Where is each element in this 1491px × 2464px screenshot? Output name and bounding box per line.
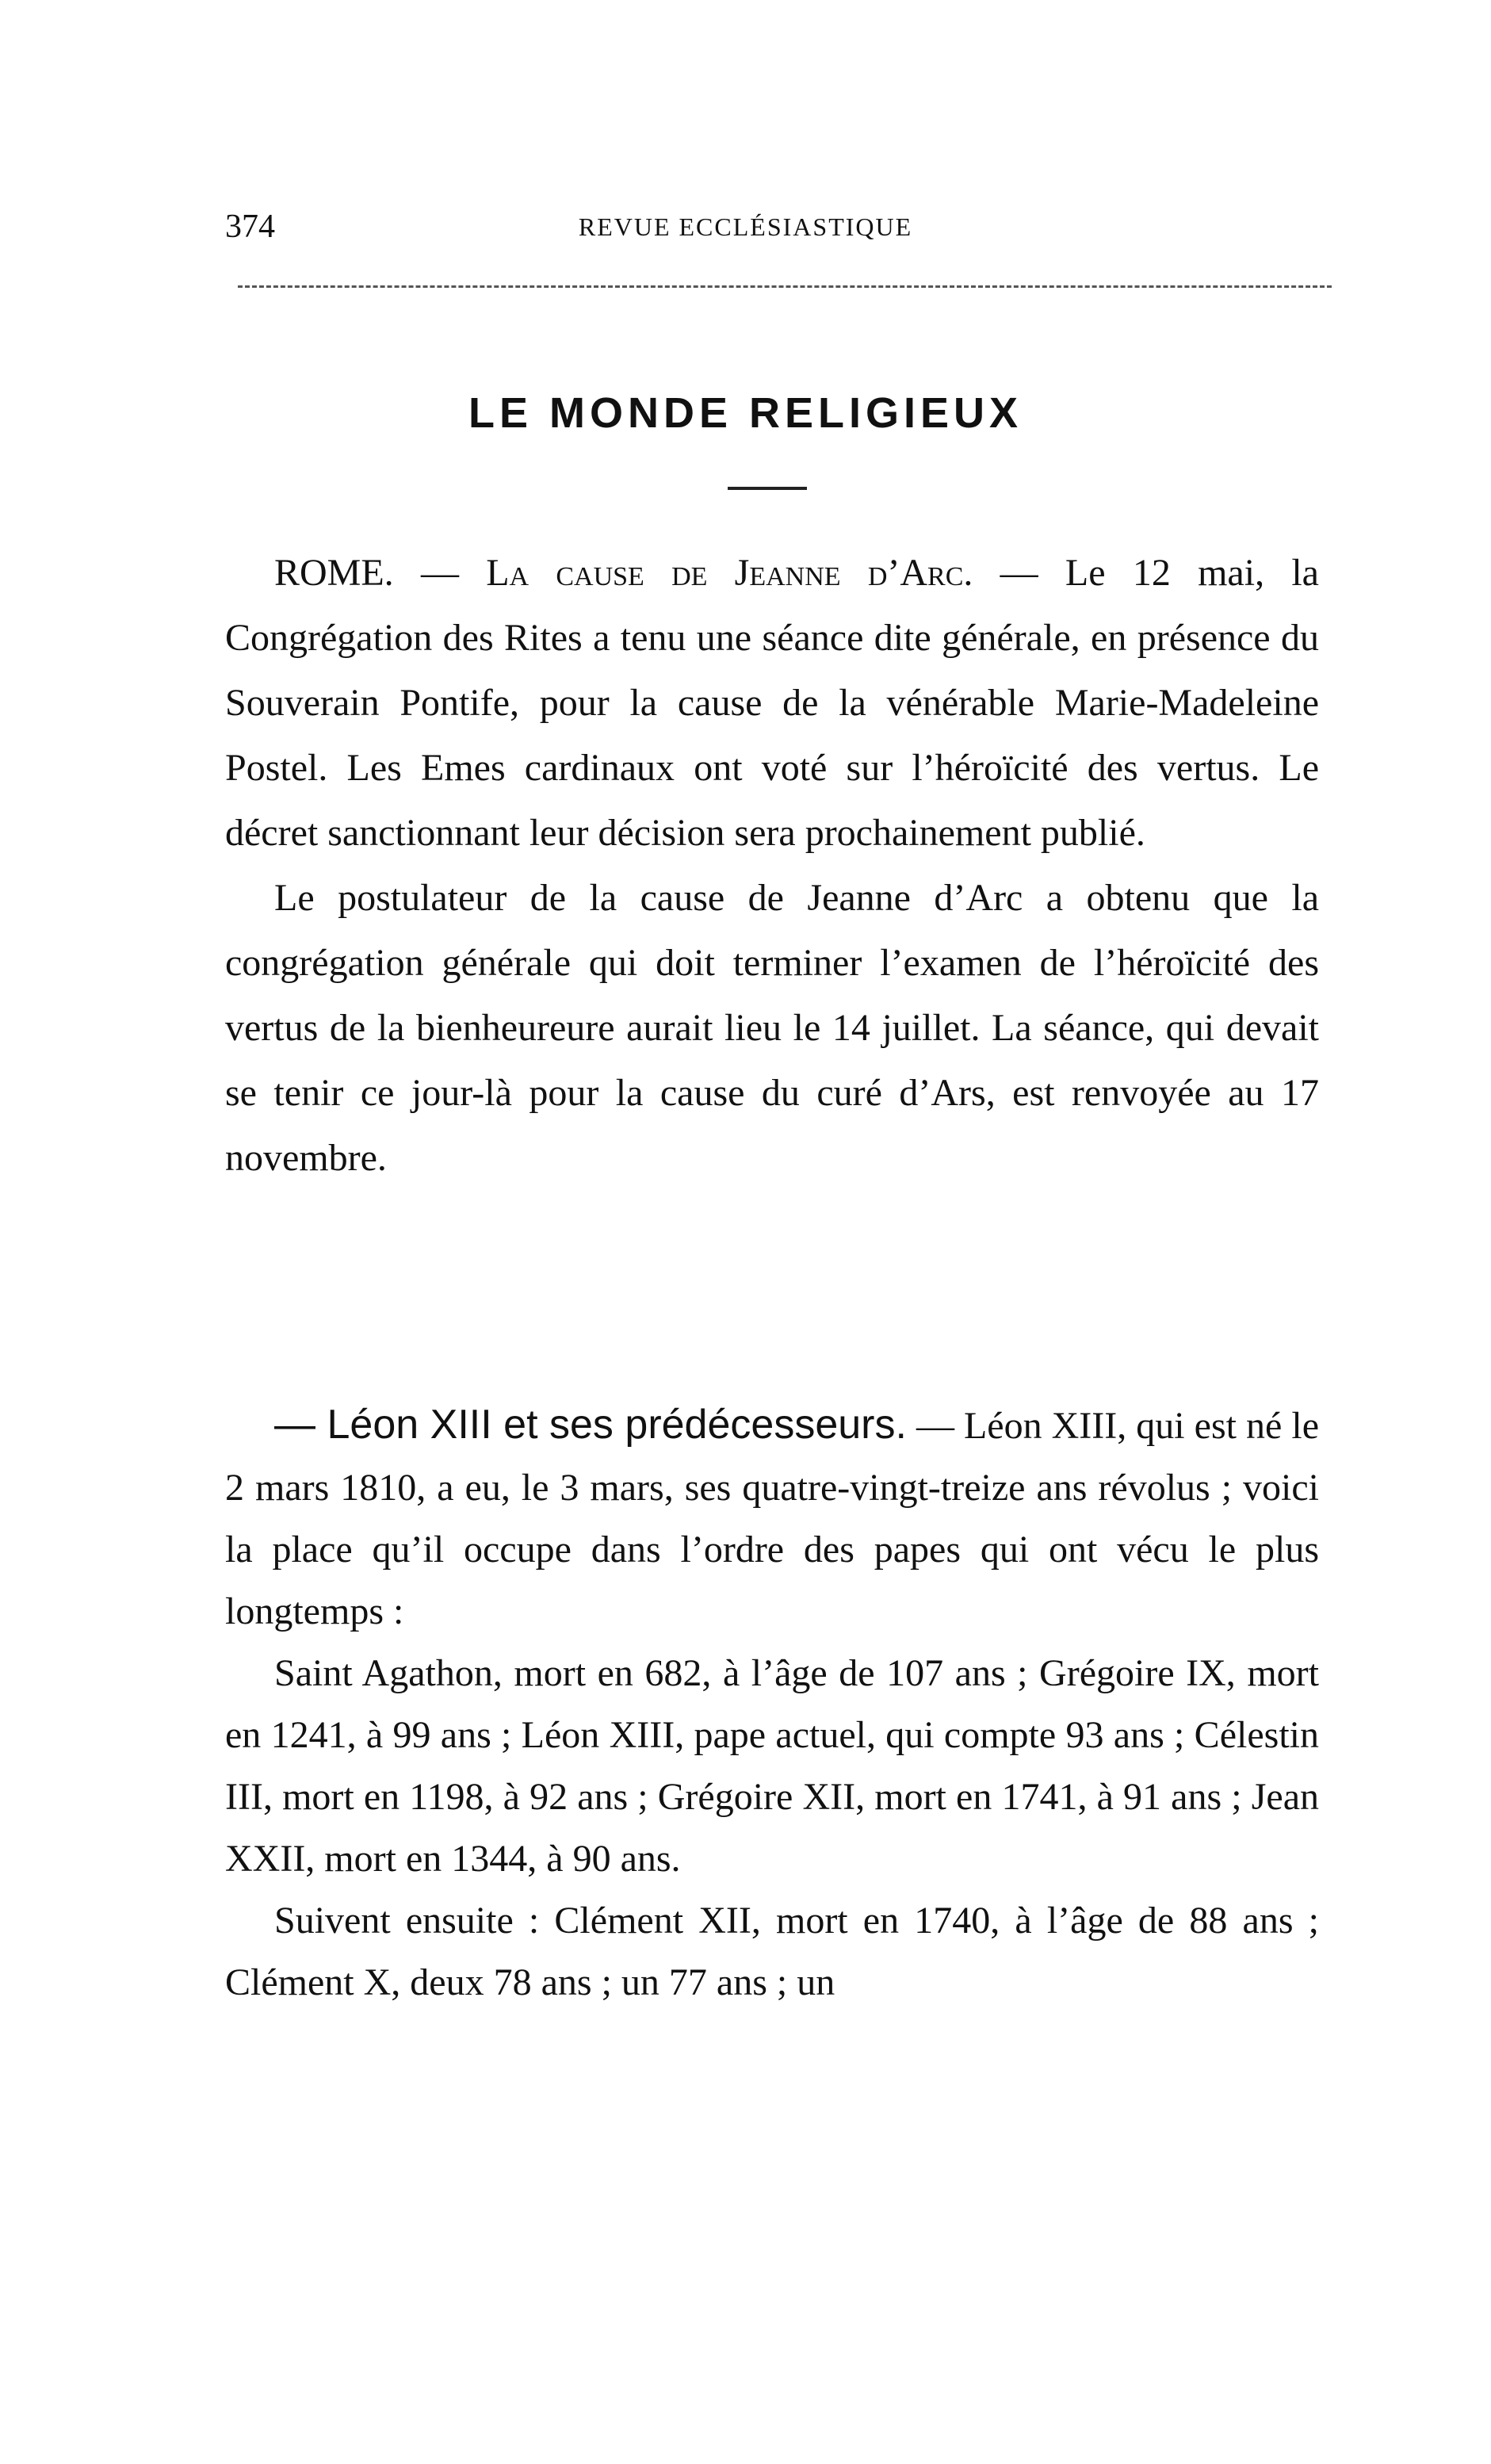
- paragraph-popes-list: Saint Agathon, mort en 682, à l’âge de 107 ans ; Grégoire IX, mort en 1241, à 99 ans ; Léon XIII, pape actuel, qui compte 93 ans ; Célestin III, mort en 1198, à 92 ans ; Grégoire XII, mort en 1741, à 91 ans ; Jean XXII, mort en 1344, à 90 ans.: [225, 1652, 1319, 1880]
- section-title: LE MONDE RELIGIEUX: [468, 389, 1023, 437]
- page-number: 374: [225, 209, 275, 245]
- place-name: ROME. —: [274, 552, 487, 594]
- item-subject: La cause de Jeanne d’Arc.: [486, 552, 973, 594]
- paragraph-rome: [225, 541, 1319, 866]
- news-block-rome: [225, 541, 1319, 1191]
- title-rule: [728, 487, 807, 490]
- header-rule: [238, 285, 1332, 288]
- paragraph-postulateur: Le postulateur de la cause de Jeanne d’Arc a obtenu que la congrégation générale qui doit terminer l’examen de l’héroïcité des vertus de la bienheureure aurait lieu le 14 juillet. La séance, qui devait se tenir ce jour-là pour la cause du curé d’Ars, est renvoyée au 17 novembre.: [225, 877, 1319, 1179]
- paragraph-text: — Léon XIII, qui est né le 2 mars 1810, a eu, le 3 mars, ses quatre-vingt-treize ans révolus ; voici la place qu’il occupe dans l’ordre des papes qui ont vécu le plus longtemps :: [225, 1405, 1320, 1632]
- paragraph-text: — Le 12 mai, la Congrégation des Rites a tenu une séance dite générale, en présence du Souverain Pontife, pour la cause de la vénérable Marie-Madeleine Postel. Les Emes cardinaux ont voté sur l’héroïcité des vertus. Le décret sanctionnant leur décision sera prochainement publié.: [225, 552, 1319, 854]
- journal-title: REVUE ECCLÉSIASTIQUE: [578, 212, 913, 241]
- running-head: [0, 208, 1491, 255]
- paragraph-leon-xiii: [225, 1394, 1319, 1643]
- news-block-leon: [225, 1394, 1319, 2014]
- paragraph-suivent: Suivent ensuite : Clément XII, mort en 1740, à l’âge de 88 ans ; Clément X, deux 78 ans ; un 77 ans ; un: [225, 1900, 1319, 2003]
- item-heading: — Léon XIII et ses prédécesseurs.: [274, 1402, 907, 1448]
